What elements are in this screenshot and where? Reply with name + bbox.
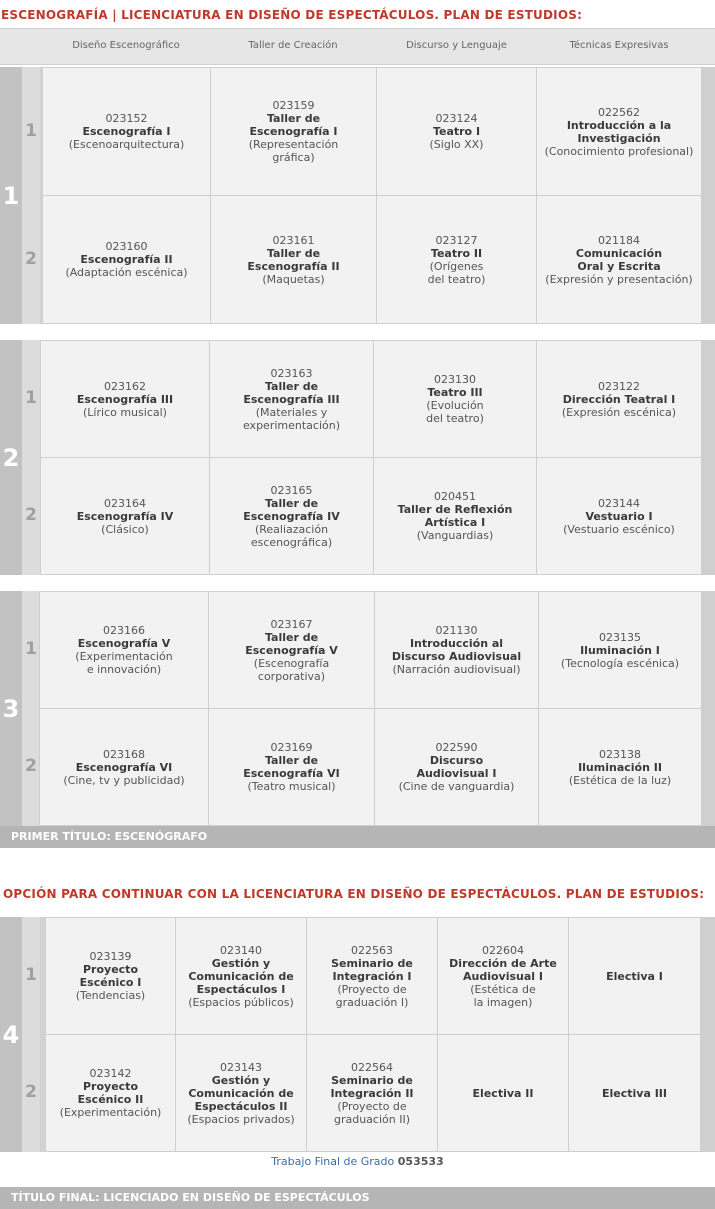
course-subtitle: graduación I)	[335, 995, 409, 1009]
course-code: 023124	[435, 112, 478, 125]
course-code: 023167	[270, 617, 313, 631]
year-block-3	[0, 591, 715, 826]
course-title: Teatro III	[427, 386, 483, 399]
course-title: Teatro I	[432, 125, 481, 138]
course-cell	[536, 67, 702, 196]
course-cell	[42, 195, 211, 324]
column-header-tecnicas: Técnicas Expresivas	[569, 40, 669, 51]
course-cell	[210, 67, 377, 196]
semester-strip	[22, 340, 40, 575]
course-title: Electiva I	[606, 969, 663, 983]
column-header-diseno: Diseño Escenográfico	[72, 40, 180, 51]
course-title: Escenografía IV	[243, 509, 340, 523]
course-title: Comunicación	[575, 246, 663, 260]
course-code: 022563	[351, 943, 393, 957]
first-title-bar: PRIMER TÍTULO: ESCENÓGRAFO	[0, 826, 715, 848]
course-title: Introducción a la	[566, 118, 672, 132]
course-code: 023164	[104, 496, 146, 510]
course-title: Escenografía I	[249, 125, 338, 138]
course-code: 022590	[435, 741, 478, 754]
course-cell	[374, 708, 539, 826]
course-cell	[40, 340, 210, 458]
course-title: Proyecto	[82, 1080, 138, 1093]
semester-number: 2	[25, 505, 37, 525]
course-cell	[209, 457, 374, 575]
course-title: Taller de	[264, 496, 319, 510]
course-subtitle: (Representación	[248, 138, 339, 151]
course-cell	[376, 195, 537, 324]
course-subtitle: (Proyecto de	[337, 982, 407, 996]
course-subtitle: escenográfica)	[250, 535, 333, 549]
course-cell	[175, 917, 307, 1035]
semester-number: 1	[25, 388, 37, 408]
course-cell	[175, 1034, 307, 1152]
course-subtitle: graduación II)	[333, 1112, 411, 1126]
course-cell	[437, 1034, 569, 1152]
course-subtitle: (Orígenes	[429, 259, 484, 273]
course-subtitle: (Vanguardias)	[416, 529, 494, 542]
course-title: Taller de	[264, 630, 319, 644]
course-title: Escénico II	[77, 1093, 144, 1106]
semester-number: 1	[25, 639, 37, 659]
course-title: Taller de	[266, 112, 321, 125]
course-code: 022604	[482, 943, 524, 957]
course-subtitle: (Lírico musical)	[83, 405, 167, 419]
course-code: 023139	[89, 950, 132, 963]
course-code: 023166	[103, 624, 145, 637]
course-subtitle: (Maquetas)	[262, 272, 325, 286]
course-subtitle: (Proyecto de	[337, 1099, 407, 1113]
course-cell	[306, 917, 438, 1035]
course-title: Dirección Teatral I	[562, 392, 676, 406]
course-title: Comunicación de	[188, 969, 294, 983]
course-cell	[39, 591, 209, 709]
course-title: Proyecto	[82, 963, 138, 976]
course-title: Gestión y	[211, 1073, 271, 1087]
course-title: Escenografía IV	[76, 509, 174, 523]
course-subtitle: (Conocimiento profesional)	[544, 144, 694, 158]
course-subtitle: (Espacios públicos)	[188, 995, 294, 1009]
course-title: Introducción al	[409, 637, 504, 650]
course-code: 023163	[270, 366, 313, 380]
course-code: 023143	[220, 1060, 262, 1074]
semester-strip	[22, 917, 40, 1152]
course-cell	[45, 1034, 176, 1152]
year-block-2	[0, 340, 715, 575]
course-cell	[536, 457, 702, 575]
course-cell	[209, 340, 374, 458]
year-number: 1	[2, 181, 20, 210]
course-title: Audiovisual I	[463, 969, 543, 983]
course-subtitle: gráfica)	[272, 151, 315, 164]
course-cell	[568, 917, 701, 1035]
course-title: Dirección de Arte	[449, 956, 557, 970]
course-code: 022562	[598, 105, 640, 119]
semester-number: 1	[25, 965, 37, 985]
course-subtitle: (Siglo XX)	[429, 138, 484, 151]
semester-number: 2	[25, 756, 37, 776]
right-strip	[701, 591, 715, 826]
course-title: Vestuario I	[585, 509, 653, 523]
year-block-4	[0, 917, 715, 1152]
course-title: Artística I	[424, 516, 486, 529]
course-title: Taller de	[264, 379, 319, 393]
final-title-bar: TÍTULO FINAL: LICENCIADO EN DISEÑO DE ESPECTÁCULOS	[0, 1187, 715, 1209]
course-subtitle: (Evolución	[426, 399, 484, 412]
course-title: Iluminación II	[578, 760, 662, 774]
course-title: Escénico I	[79, 976, 142, 989]
course-title: Escenografía V	[245, 643, 338, 657]
course-code: 023140	[220, 943, 262, 957]
course-cell	[208, 591, 375, 709]
course-subtitle: (Expresión y presentación)	[545, 272, 693, 286]
course-cell	[373, 457, 537, 575]
page-title: ESCENOGRAFÍA | LICENCIATURA EN DISEÑO DE ESPECTÁCULOS. PLAN DE ESTUDIOS:	[1, 8, 583, 22]
course-subtitle: (Estética de	[470, 982, 536, 996]
column-header-discurso: Discurso y Lenguaje	[406, 40, 507, 51]
course-subtitle: (Realiazación	[254, 522, 329, 536]
course-subtitle: (Estética de la luz)	[568, 773, 672, 787]
course-cell	[39, 708, 209, 826]
course-title: Discurso	[429, 754, 484, 767]
course-subtitle: (Clásico)	[101, 522, 149, 536]
course-title: Electiva III	[602, 1086, 667, 1100]
course-subtitle: (Materiales y	[255, 405, 328, 419]
course-cell	[42, 67, 211, 196]
course-code: 023161	[272, 233, 315, 247]
course-cell	[538, 708, 702, 826]
course-cell	[40, 457, 210, 575]
course-title: Espectáculos II	[194, 1099, 288, 1113]
course-title: Oral y Escrita	[577, 259, 661, 273]
course-subtitle: la imagen)	[473, 995, 533, 1009]
course-title: Electiva II	[472, 1086, 534, 1100]
course-subtitle: (Narración audiovisual)	[392, 663, 521, 676]
course-subtitle: (Escenoarquitectura)	[68, 138, 185, 151]
year-number: 4	[2, 1020, 20, 1049]
year-number: 3	[2, 694, 20, 723]
course-subtitle: del teatro)	[427, 272, 486, 286]
course-title: Integración I	[332, 969, 412, 983]
course-subtitle: (Escenografía	[253, 656, 330, 670]
course-subtitle: (Teatro musical)	[247, 780, 336, 793]
right-strip	[701, 917, 715, 1152]
course-code: 023152	[105, 112, 148, 125]
course-code: 023168	[103, 747, 145, 761]
course-code: 023160	[105, 240, 148, 253]
right-strip	[701, 340, 715, 575]
continuation-title: OPCIÓN PARA CONTINUAR CON LA LICENCIATURA EN DISEÑO DE ESPECTÁCULOS. PLAN DE ESTUDIOS:	[3, 887, 705, 901]
course-title: Escenografía VI	[75, 760, 173, 774]
course-title: Discurso Audiovisual	[391, 650, 522, 663]
course-title: Escenografía V	[77, 637, 171, 650]
course-subtitle: (Expresión escénica)	[561, 405, 677, 419]
course-title: Investigación	[577, 131, 661, 145]
semester-number: 2	[25, 1082, 37, 1102]
course-cell	[376, 67, 537, 196]
course-code: 022564	[351, 1060, 393, 1074]
course-title: Taller de	[266, 246, 321, 260]
course-code: 023162	[104, 379, 146, 393]
course-title: Escenografía VI	[243, 767, 340, 780]
course-subtitle: (Tendencias)	[75, 989, 146, 1002]
course-subtitle: (Vestuario escénico)	[563, 522, 675, 536]
course-cell	[538, 591, 702, 709]
course-code: 023159	[272, 99, 315, 112]
course-code: 023144	[598, 496, 640, 510]
course-code: 023135	[599, 630, 641, 644]
course-code: 021130	[435, 624, 478, 637]
course-title: Seminario de	[331, 956, 413, 970]
course-title: Iluminación I	[580, 643, 660, 657]
course-title: Escenografía II	[80, 253, 173, 266]
course-code: 023169	[270, 741, 313, 754]
course-code: 023122	[598, 379, 640, 393]
course-cell	[373, 340, 537, 458]
course-cell	[45, 917, 176, 1035]
course-subtitle: (Tecnología escénica)	[560, 656, 680, 670]
course-code: 023142	[89, 1067, 132, 1080]
course-title: Taller de Reflexión	[397, 503, 513, 516]
course-code: 020451	[434, 490, 476, 503]
course-title: Gestión y	[211, 956, 271, 970]
course-subtitle: (Cine, tv y publicidad)	[63, 773, 185, 787]
course-cell	[210, 195, 377, 324]
course-subtitle: corporativa)	[257, 669, 326, 683]
course-cell	[568, 1034, 701, 1152]
course-code: 021184	[598, 233, 640, 247]
column-header-row	[0, 28, 715, 65]
course-title: Espectáculos I	[196, 982, 286, 996]
final-project-code: 053533	[397, 1155, 444, 1168]
course-code: 023127	[435, 233, 478, 247]
course-cell	[374, 591, 539, 709]
course-subtitle: (Experimentación	[75, 650, 173, 663]
year-number: 2	[2, 443, 20, 472]
course-title: Escenografía III	[76, 392, 174, 406]
course-title: Seminario de	[331, 1073, 413, 1087]
semester-number: 1	[25, 120, 37, 141]
semester-number: 2	[25, 248, 37, 269]
course-cell	[208, 708, 375, 826]
course-title: Integración II	[330, 1086, 414, 1100]
course-cell	[306, 1034, 438, 1152]
course-title: Comunicación de	[188, 1086, 294, 1100]
course-subtitle: (Cine de vanguardia)	[398, 780, 515, 793]
course-cell	[437, 917, 569, 1035]
course-cell	[536, 340, 702, 458]
course-cell	[536, 195, 702, 324]
course-title: Teatro II	[430, 246, 483, 260]
course-subtitle: (Experimentación)	[59, 1106, 162, 1119]
course-title: Escenografía III	[243, 392, 340, 406]
course-title: Escenografía I	[82, 125, 171, 138]
course-subtitle: (Adaptación escénica)	[65, 266, 188, 279]
semester-strip	[22, 67, 40, 324]
course-code: 023138	[599, 747, 641, 761]
year-block-1	[0, 67, 715, 324]
course-code: 023130	[434, 373, 476, 386]
course-title: Escenografía II	[247, 259, 340, 273]
final-project-link[interactable]: Trabajo Final de Grado	[271, 1155, 395, 1168]
course-title: Taller de	[264, 754, 319, 767]
course-code: 023165	[270, 483, 313, 497]
course-subtitle: del teatro)	[426, 412, 484, 425]
column-header-taller: Taller de Creación	[248, 40, 338, 51]
right-strip	[701, 67, 715, 324]
final-project-line	[0, 1155, 715, 1168]
semester-strip	[22, 591, 40, 826]
course-subtitle: experimentación)	[242, 418, 341, 432]
course-subtitle: (Espacios privados)	[187, 1112, 295, 1126]
course-subtitle: e innovación)	[86, 663, 162, 676]
course-title: Audiovisual I	[416, 767, 497, 780]
